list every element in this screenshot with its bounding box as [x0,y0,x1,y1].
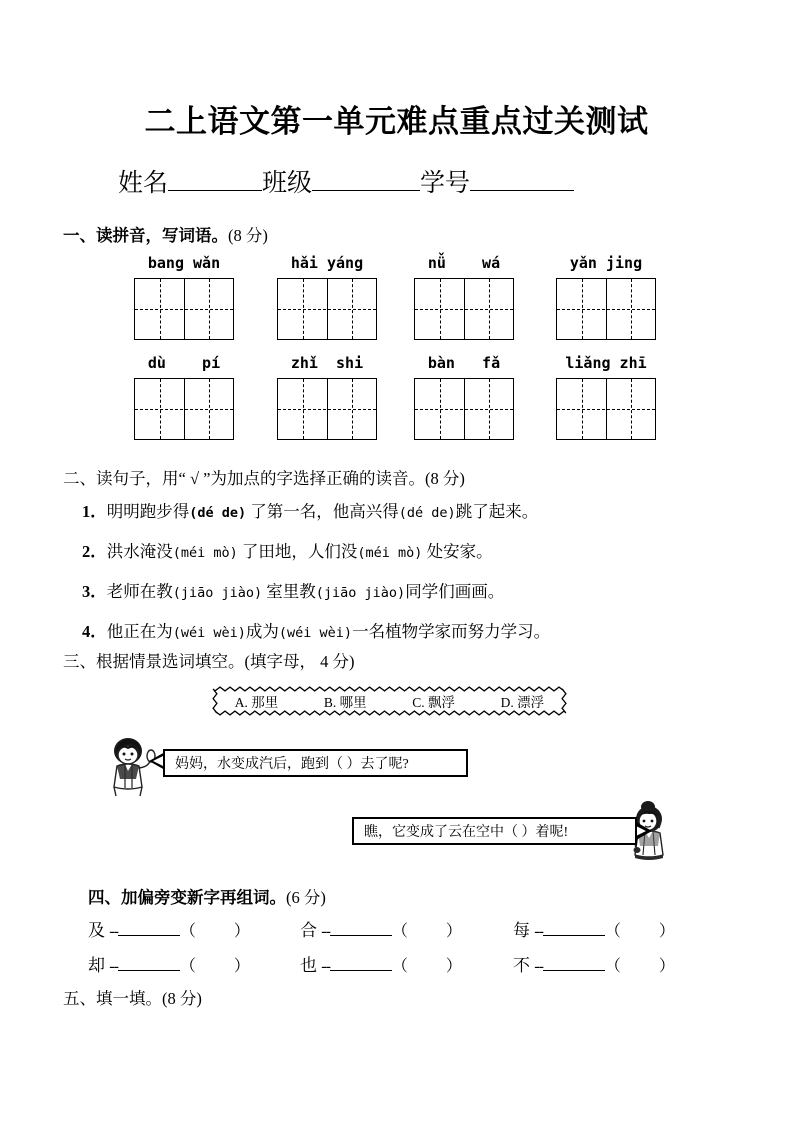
tianzige-guide-line [303,279,304,339]
pinyin-grid-row [0,352,793,444]
section-4-heading-text: 四、加偏旁变新字再组词。 [88,888,286,907]
new-character-blank[interactable] [543,955,605,971]
base-character: 合 [300,921,322,940]
question-text: 老师在教 [106,582,173,601]
tianzige-guide-line [489,379,490,439]
question-text: 成为 [245,622,279,641]
section-1-heading-text: 一、读拼音，写词语。 [63,226,228,245]
new-character-blank[interactable] [330,920,392,936]
section-2-points: (8 分) [424,469,465,488]
word-build-item [300,916,472,941]
name-label: 姓名 [118,170,169,197]
tianzige-guide-line [415,309,513,310]
option-word: 哪里 [336,695,367,710]
pinyin-grid-row [0,252,793,344]
arrow-glyph: -- [534,923,543,940]
arrow-glyph: -- [321,958,330,975]
base-character: 及 [88,921,110,940]
word-answer-parentheses[interactable]: （ ） [391,923,472,940]
tianzige-guide-line [557,409,655,410]
word-build-row [88,916,728,944]
class-input-blank[interactable] [312,170,420,191]
arrow-glyph: -- [321,923,330,940]
word-answer-parentheses[interactable]: （ ） [604,958,685,975]
tianzige-guide-line [352,379,353,439]
speech-bubble-text: 妈妈，水变成汽后，跑到（ ）去了呢? [175,757,409,772]
section-2-heading [63,465,465,489]
tianzige-guide-line [209,379,210,439]
pinyin-grid-item [414,352,514,440]
word-answer-parentheses[interactable]: （ ） [179,923,260,940]
tianzige-guide-line [278,309,376,310]
pinyin-label: dù pí [147,354,221,372]
new-character-blank[interactable] [543,920,605,936]
tianzige-box[interactable] [556,278,656,340]
class-label: 班级 [262,170,313,197]
section-5-points: (8 分) [162,989,202,1008]
speech-bubble-mother [352,817,637,845]
tianzige-guide-line [135,309,233,310]
pinyin-label: hǎi yáng [290,254,364,272]
section-2-heading-text: 二、读句子，用“ √ ”为加点的字选择正确的读音。 [63,469,425,488]
tianzige-box[interactable] [277,278,377,340]
tianzige-guide-line [160,379,161,439]
word-bank-option[interactable] [412,691,455,711]
pinyin-choice: (jiāo jiào) [315,585,406,601]
pinyin-choice: (dé de) [189,505,247,521]
pinyin-label: yǎn jing [569,254,643,272]
question-text: 同学们画画。 [405,582,505,601]
question-line [82,578,504,602]
section-3-heading-text: 三、根据情景选词填空。 [63,652,245,671]
pinyin-label: zhǐ shi [290,354,364,372]
section-3-points: (填字母， 4 分) [244,652,355,671]
question-text: 他正在为 [106,622,173,641]
word-bank-options [212,686,567,716]
tianzige-box[interactable] [556,378,656,440]
word-bank-box [212,686,567,716]
page-title: 二上语文第一单元难点重点过关测试 [144,104,649,140]
pinyin-grid-item [414,252,514,340]
tianzige-guide-line [209,279,210,339]
word-answer-parentheses[interactable]: （ ） [179,958,260,975]
tianzige-guide-line [489,279,490,339]
tianzige-guide-line [160,279,161,339]
word-build-item [88,916,260,941]
question-line [82,498,538,522]
section-4-heading [88,884,326,908]
section-5-heading [63,985,202,1009]
word-build-item [513,951,685,976]
tianzige-guide-line [631,379,632,439]
word-build-row [88,951,728,979]
name-input-blank[interactable] [168,170,262,191]
pinyin-choice: (jiāo jiào) [172,585,263,601]
section-3-heading [63,648,355,672]
tianzige-box[interactable] [134,378,234,440]
tianzige-guide-line [582,379,583,439]
tianzige-guide-line [557,309,655,310]
option-letter: C. [412,695,425,710]
tianzige-guide-line [278,409,376,410]
word-bank-option[interactable] [324,691,367,711]
question-line [82,538,493,562]
option-word: 那里 [247,695,279,710]
word-build-item [300,951,472,976]
word-build-item [88,951,260,976]
option-word: 漂浮 [513,695,545,710]
section-1-heading [63,222,268,246]
number-input-blank[interactable] [470,170,574,191]
tianzige-guide-line [582,279,583,339]
question-text: 处安家。 [422,542,493,561]
tianzige-guide-line [352,279,353,339]
section-4-points: (6 分) [286,888,326,907]
tianzige-guide-line [303,379,304,439]
tianzige-box[interactable] [414,378,514,440]
section-5-heading-text: 五、填一填。 [63,989,162,1008]
section-1-points: (8 分) [228,226,268,245]
pinyin-choice: (wéi wèi) [172,625,246,641]
pinyin-choice: (méi mò) [357,545,423,561]
tianzige-box[interactable] [414,278,514,340]
pinyin-choice: (wéi wèi) [278,625,353,641]
new-character-blank[interactable] [118,920,180,936]
word-bank-option[interactable] [235,691,279,711]
tianzige-box[interactable] [277,378,377,440]
arrow-glyph: -- [534,958,543,975]
pinyin-grid-item [134,252,234,340]
pinyin-label: bang wǎn [147,254,221,272]
pinyin-label: nǚ wá [427,254,501,272]
number-label: 学号 [420,170,471,197]
new-character-blank[interactable] [330,955,392,971]
pinyin-grid-item [277,252,377,340]
pinyin-choice: (dé de) [398,505,456,521]
option-letter: D. [500,695,514,710]
question-text: 明明跑步得 [106,502,190,521]
question-number: 1． [82,502,107,521]
pinyin-grid-item [134,352,234,440]
speech-bubble-boy [163,749,468,777]
option-letter: B. [323,695,337,710]
question-text: 了田地，人们没 [237,542,358,561]
base-character: 不 [513,956,535,975]
pinyin-grid-item [556,252,656,340]
tianzige-guide-line [440,379,441,439]
pinyin-grid-item [277,352,377,440]
question-text: 室里教 [262,582,316,601]
word-answer-parentheses[interactable]: （ ） [604,923,685,940]
tianzige-guide-line [440,279,441,339]
question-text: 洪水淹没 [106,542,173,561]
tianzige-guide-line [135,409,233,410]
word-build-item [513,916,685,941]
question-number: 3． [82,582,107,601]
tianzige-box[interactable] [134,278,234,340]
base-character: 每 [513,921,535,940]
word-answer-parentheses[interactable]: （ ） [391,958,472,975]
tianzige-guide-line [415,409,513,410]
pinyin-choice: (méi mò) [172,545,238,561]
arrow-glyph: -- [109,958,118,975]
question-number: 4． [82,622,107,641]
option-word: 飘浮 [424,695,456,710]
question-text: 了第一名，他高兴得 [246,502,399,521]
pinyin-label: bàn fǎ [427,354,501,372]
student-id-row [118,163,574,199]
word-bank-option[interactable] [501,691,545,711]
option-letter: A. [234,695,248,710]
speech-bubble-text: 瞧，它变成了云在空中（ ）着呢! [364,825,569,840]
question-line [82,618,550,642]
pinyin-label: liǎng zhī [565,354,647,372]
base-character: 却 [88,956,110,975]
new-character-blank[interactable] [118,955,180,971]
pinyin-grid-item [556,352,656,440]
question-text: 一名植物学家而努力学习。 [352,622,551,641]
base-character: 也 [300,956,322,975]
tianzige-guide-line [631,279,632,339]
question-number: 2． [82,542,107,561]
question-text: 跳了起来。 [455,502,539,521]
arrow-glyph: -- [109,923,118,940]
